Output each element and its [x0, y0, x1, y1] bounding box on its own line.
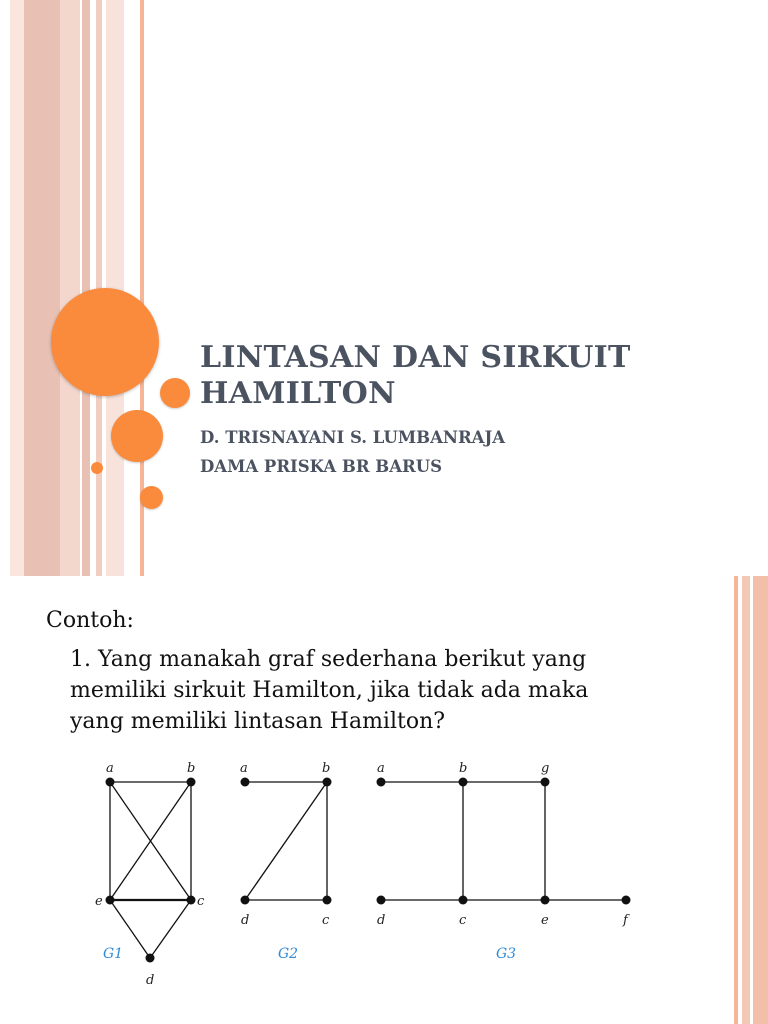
graph-g1 [110, 782, 191, 958]
decor-stripe [24, 0, 60, 576]
vertex-f [622, 896, 631, 905]
vertex-label: e [541, 913, 549, 928]
author-name: DAMA PRISKA BR BARUS [200, 457, 443, 476]
graph-g2 [245, 782, 327, 900]
vertex-label: a [106, 761, 114, 776]
vertex-label: c [197, 894, 205, 909]
vertex-label: a [377, 761, 385, 776]
vertex-label: g [541, 761, 550, 776]
graph-g1-vertices [106, 778, 196, 963]
vertex-label: b [187, 761, 196, 776]
vertex-label: f [623, 913, 628, 928]
decor-circle-large [51, 288, 159, 396]
vertex-b [459, 778, 468, 787]
vertex-label: d [146, 973, 155, 988]
edge-b-d [245, 782, 327, 900]
vertex-label: e [95, 894, 103, 909]
vertex-g [541, 778, 550, 787]
graph-figures [0, 576, 768, 1024]
vertex-a [377, 778, 386, 787]
slide-title-line2: HAMILTON [200, 376, 396, 411]
decor-circle-small [140, 486, 163, 509]
slide-title [200, 340, 760, 412]
vertex-label: d [377, 913, 386, 928]
vertex-label: d [241, 913, 250, 928]
decor-circle-tiny [91, 462, 103, 474]
decor-stripe [60, 0, 80, 576]
decor-stripe [10, 0, 24, 576]
vertex-label: c [459, 913, 467, 928]
graph-name: G1 [103, 946, 124, 962]
example-slide [0, 576, 768, 1024]
question-line: memiliki sirkuit Hamilton, jika tidak ada maka [70, 678, 589, 703]
vertex-d [241, 896, 250, 905]
vertex-label: a [240, 761, 248, 776]
graph-name: G3 [496, 946, 517, 962]
decor-circle-small [160, 378, 190, 408]
vertex-c [459, 896, 468, 905]
edge-c-d [150, 900, 191, 958]
decor-circle-medium [111, 410, 163, 462]
vertex-d [377, 896, 386, 905]
vertex-b [323, 778, 332, 787]
vertex-c [187, 896, 196, 905]
vertex-a [106, 778, 115, 787]
vertex-a [241, 778, 250, 787]
vertex-b [187, 778, 196, 787]
graph-g3 [381, 782, 626, 900]
question-line: 1. Yang manakah graf sederhana berikut yang [70, 647, 587, 672]
vertex-label: b [459, 761, 468, 776]
example-label: Contoh: [46, 608, 134, 633]
vertex-label: c [322, 913, 330, 928]
vertex-label: b [322, 761, 331, 776]
vertex-e [106, 896, 115, 905]
slide-title-line1: LINTASAN DAN SIRKUIT [200, 340, 631, 375]
vertex-c [323, 896, 332, 905]
question-line: yang memiliki lintasan Hamilton? [70, 709, 446, 734]
vertex-d [146, 954, 155, 963]
decor-stripe [82, 0, 90, 576]
author-name: D. TRISNAYANI S. LUMBANRAJA [200, 428, 506, 447]
graph-name: G2 [278, 946, 299, 962]
graph-g3-vertices [377, 778, 631, 905]
vertex-e [541, 896, 550, 905]
